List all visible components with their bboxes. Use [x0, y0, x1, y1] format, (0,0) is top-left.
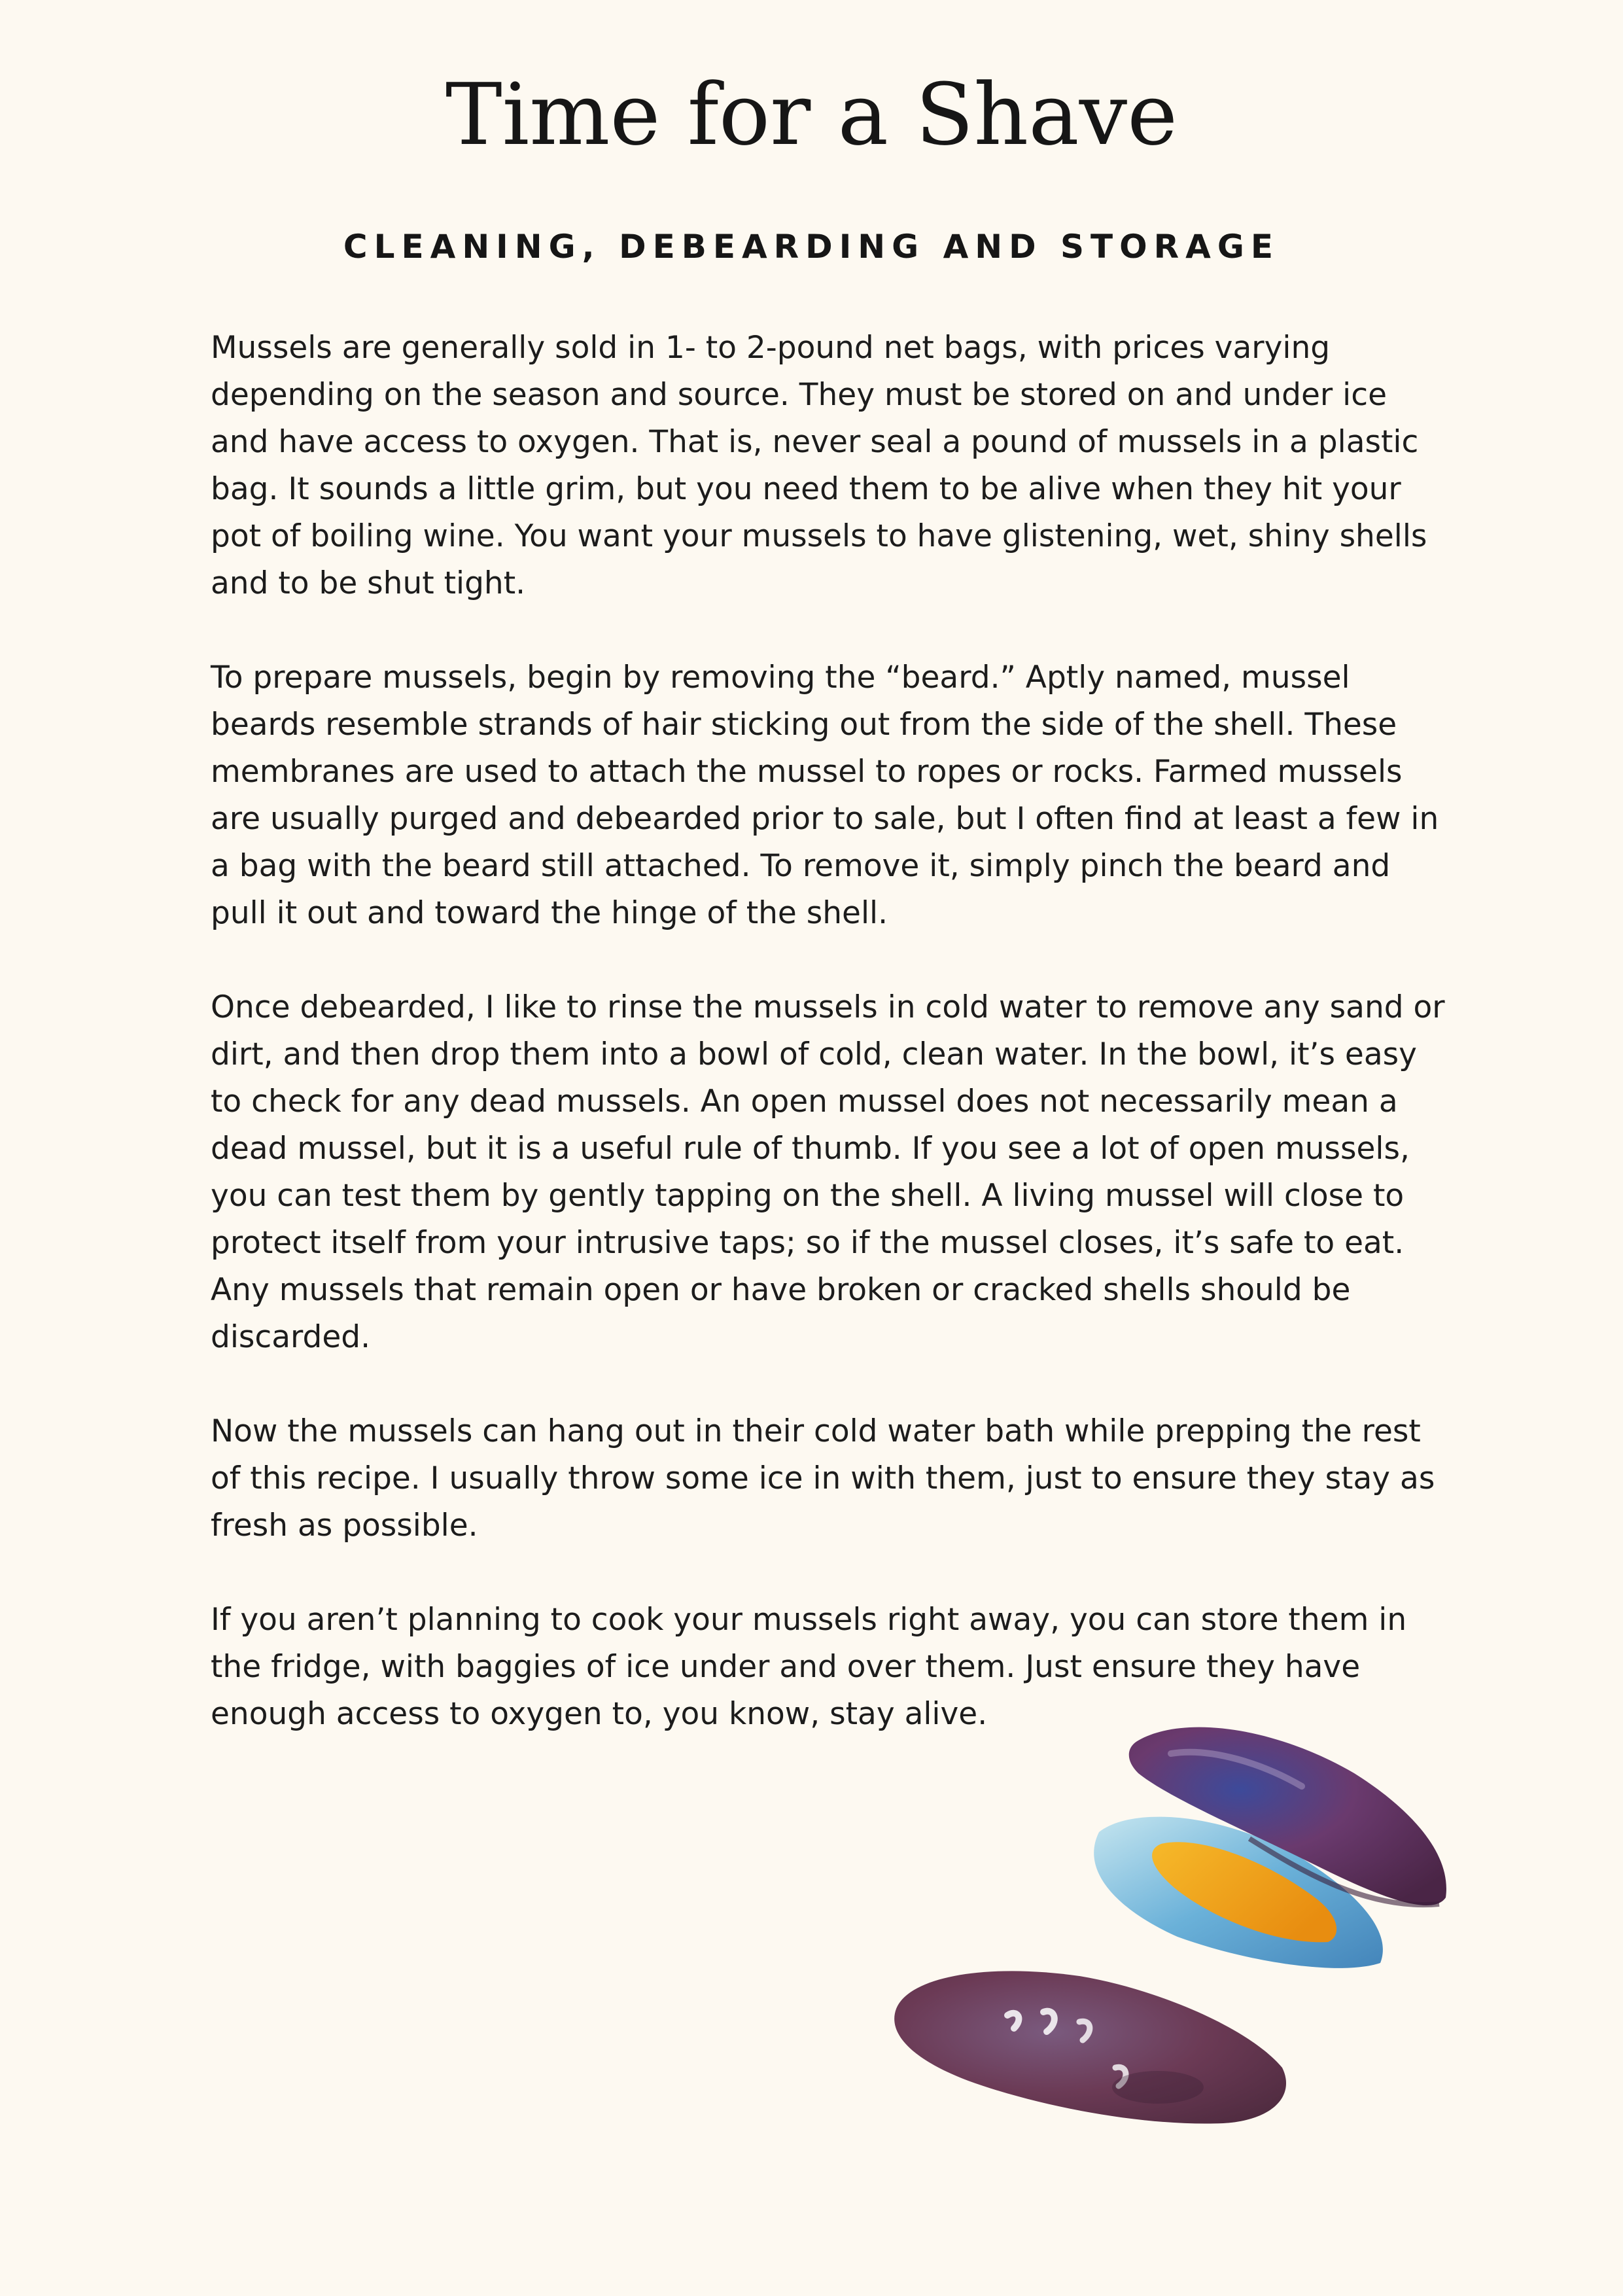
- paragraph-storage: Mussels are generally sold in 1- to 2-pound net bags, with prices varying depending on the season and source. They must be stored on and under ice and have access to oxygen. That is, never seal a pound of mussels in a plastic bag. It sounds a little grim, but you need them to be alive when they hit your pot of boiling wine. You want your mussels to have glistening, wet, shiny shells and to be shut tight.: [211, 330, 1427, 601]
- paragraph-debearding: To prepare mussels, begin by removing the “beard.” Aptly named, mussel beards resemble strands of hair sticking out from the side of the shell. These membranes are used to attach the mussel to ropes or rocks. Farmed mussels are usually purged and debearded prior to sale, but I often find at least a few in a bag with the beard still attached. To remove it, simply pinch the beard and pull it out and toward the hinge of the shell.: [211, 660, 1439, 931]
- paragraph-cold-bath: Now the mussels can hang out in their cold water bath while prepping the rest of this recipe. I usually throw some ice in with them, just to ensure they stay as fresh as possible.: [211, 1413, 1435, 1544]
- open-mussel: [1094, 1727, 1446, 1968]
- mussels-illustration: [883, 1701, 1472, 2146]
- page-title: Time for a Shave: [445, 65, 1178, 164]
- section-subtitle: CLEANING, DEBEARDING AND STORAGE: [343, 228, 1280, 266]
- closed-mussel: [894, 1971, 1286, 2123]
- article-body: [211, 325, 1454, 1785]
- closed-mussel-dark-spot: [1112, 2071, 1204, 2104]
- paragraph-rinsing: Once debearded, I like to rinse the mussels in cold water to remove any sand or dirt, and then drop them into a bowl of cold, clean water. In the bowl, it’s easy to check for any dead mussels. An open mussel does not necessarily mean a dead mussel, but it is a useful rule of thumb. If you see a lot of open mussels, you can test them by gently tapping on the shell. A living mussel will close to protect itself from your intrusive taps; so if the mussel closes, it’s safe to eat. Any mussels that remain open or have broken or cracked shells should be discarded.: [211, 989, 1445, 1355]
- paragraph-fridge-storage: If you aren’t planning to cook your mussels right away, you can store them in the fridge, with baggies of ice under and over them. Just ensure they have enough access to oxygen to, you know, stay alive.: [211, 1602, 1407, 1732]
- closed-mussel-shell: [894, 1971, 1286, 2123]
